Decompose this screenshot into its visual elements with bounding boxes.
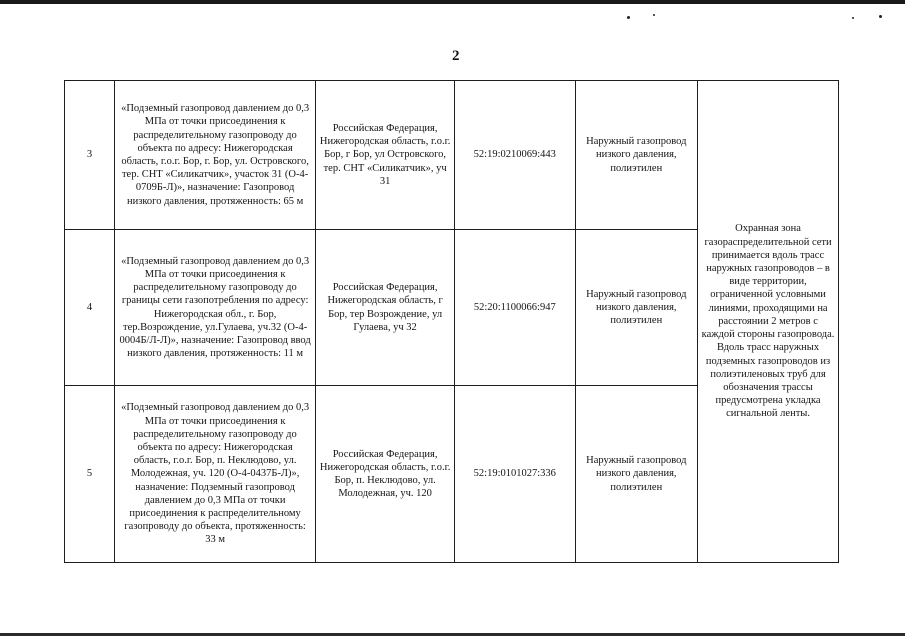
scan-speck (879, 15, 882, 18)
object-type-cell: Наружный газопровод низкого давления, полиэтилен (575, 230, 698, 386)
scan-top-border (0, 0, 905, 4)
table-row (65, 81, 839, 230)
object-name-cell: «Подземный газопровод давлением до 0,3 МПа от точки присоединения к распределительному газопроводу до объекта по адресу: Нижегородская область, г.о.г. Бор, п. Неклюдово, ул. Молодежная, уч. 120 (О-4-0437Б-Л)», назначение: Подземный газопровод давлением до 0,3 МПа от точки присоединения к распределительному газопроводу до объекта, протяженность: 33 м (115, 386, 316, 563)
object-type-cell: Наружный газопровод низкого давления, полиэтилен (575, 81, 698, 230)
page-number: 2 (452, 48, 460, 64)
cadastral-number-cell: 52:20:1100066:947 (455, 230, 575, 386)
object-type-cell: Наружный газопровод низкого давления, полиэтилен (575, 386, 698, 563)
row-number: 3 (65, 81, 115, 230)
address-cell: Российская Федерация, Нижегородская область, г.о.г. Бор, п. Неклюдово, ул. Молодежная, уч. 120 (316, 386, 455, 563)
scan-speck (653, 14, 655, 16)
row-number: 4 (65, 230, 115, 386)
scan-bottom-border (0, 633, 905, 636)
protection-zone-cell: Охранная зона газораспределительной сети принимается вдоль трасс наружных газопроводов – в виде территории, ограниченной условными линиями, проходящими на расстоянии 2 метров с каждой стороны газопровода. Вдоль трасс наружных подземных газопроводов из полиэтиленовых труб для обозначения трассы предусмотрена укладка сигнальной ленты. (698, 81, 839, 563)
object-name-cell: «Подземный газопровод давлением до 0,3 МПа от точки присоединения к распределительному газопроводу до границы сети газопотребления по адресу: Нижегородская обл., г. Бор, тер.Возрождение, ул.Гулаева, уч.32 (О-4-0004Б/Л-Л)», назначение: Газопровод ввод низкого давления, протяженность: 11 м (115, 230, 316, 386)
row-number: 5 (65, 386, 115, 563)
address-cell: Российская Федерация, Нижегородская область, г Бор, тер Возрождение, ул Гулаева, уч 32 (316, 230, 455, 386)
scan-speck (852, 17, 854, 19)
cadastral-number-cell: 52:19:0210069:443 (455, 81, 575, 230)
cadastral-number-cell: 52:19:0101027:336 (455, 386, 575, 563)
address-cell: Российская Федерация, Нижегородская область, г.о.г. Бор, г Бор, ул Островского, тер. СНТ «Силикатчик», уч 31 (316, 81, 455, 230)
scan-speck (627, 16, 630, 19)
gas-pipeline-table (64, 80, 839, 563)
object-name-cell: «Подземный газопровод давлением до 0,3 МПа от точки присоединения к распределительному газопроводу до объекта по адресу: Нижегородская область, г.о.г. Бор, г. Бор, ул. Островского, тер. СНТ «Силикатчик», участок 31 (О-4-0709Б-Л)», назначение: Газопровод низкого давления, протяженность: 65 м (115, 81, 316, 230)
